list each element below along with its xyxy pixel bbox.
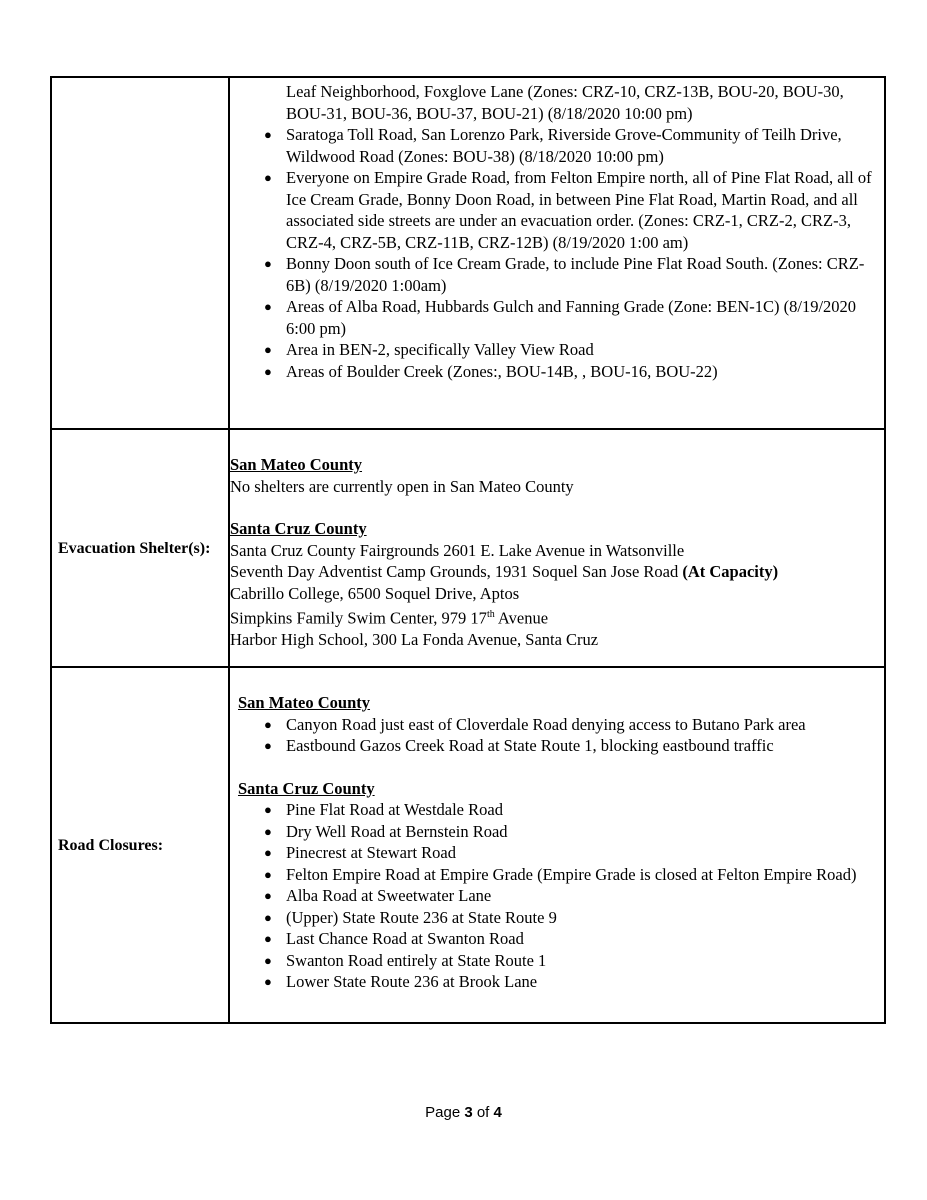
list-item: ● Last Chance Road at Swanton Road bbox=[264, 929, 524, 948]
capacity-note: (At Capacity) bbox=[682, 562, 779, 581]
san-mateo-shelter-text: No shelters are currently open in San Mateo County bbox=[230, 476, 574, 496]
san-mateo-closures-heading: San Mateo County bbox=[238, 693, 371, 712]
san-mateo-closures-list bbox=[230, 714, 884, 757]
list-item: ● Alba Road at Sweetwater Lane bbox=[264, 886, 492, 905]
shelter-line: Santa Cruz County Fairgrounds 2601 E. Lake Avenue in Watsonville bbox=[230, 540, 685, 560]
list-item: ● Canyon Road just east of Cloverdale Road denying access to Butano Park area bbox=[264, 714, 806, 734]
bullet-icon: ● bbox=[264, 931, 272, 946]
bullet-icon: ● bbox=[264, 866, 272, 882]
current-page: 3 bbox=[464, 1104, 473, 1121]
list-item: ● Everyone on Empire Grade Road, from Felton Empire north, all of Pine Flat Road, all of Ice Cream Grade, Bonny Doon Road, in between Pine Flat Road, Martin Road, and all associated side streets are under an evacuation order. (Zones: CRZ-1, CRZ-2, CRZ-3, CRZ-4, CRZ-5B, CRZ-11B, CRZ-12B) (8/19/2020 1:00 am) bbox=[264, 168, 872, 252]
road-closure-label: Road Closures: bbox=[51, 667, 229, 1023]
shelter-line: Seventh Day Adventist Camp Grounds, 1931 Soquel San Jose Road (At Capacity) bbox=[230, 562, 779, 581]
list-item: ● Lower State Route 236 at Brook Lane bbox=[264, 972, 538, 991]
shelter-line: Simpkins Family Swim Center, 979 17th Avenue bbox=[230, 608, 549, 628]
list-item: ● Areas of Alba Road, Hubbards Gulch and Fanning Grade (Zone: BEN-1C) (8/19/2020 6:00 pm) bbox=[264, 297, 857, 338]
santa-cruz-closures-heading: Santa Cruz County bbox=[238, 778, 375, 798]
list-item: ● Saratoga Toll Road, San Lorenzo Park, Riverside Grove-Community of Teilh Drive, Wildwood Road (Zones: BOU-38) (8/18/2020 10:00 pm) bbox=[264, 125, 842, 166]
bullet-icon: ● bbox=[264, 974, 272, 989]
road-closure-row bbox=[51, 667, 885, 1023]
evacuation-row bbox=[51, 77, 885, 429]
list-item: ● Area in BEN-2, specifically Valley View Road bbox=[264, 340, 594, 359]
road-closure-content-cell bbox=[229, 667, 885, 1023]
list-item: ● Eastbound Gazos Creek Road at State Route 1, blocking eastbound traffic bbox=[264, 736, 774, 755]
bullet-icon: ● bbox=[264, 299, 272, 314]
bullet-icon: ● bbox=[264, 823, 272, 839]
list-item: ● Swanton Road entirely at State Route 1 bbox=[264, 950, 547, 970]
shelter-line: Harbor High School, 300 La Fonda Avenue, Santa Cruz bbox=[230, 630, 599, 649]
total-pages: 4 bbox=[493, 1104, 502, 1121]
page-footer: Page 3 of 4 bbox=[425, 1104, 502, 1121]
bullet-icon: ● bbox=[264, 256, 272, 271]
bullet-icon: ● bbox=[264, 888, 272, 903]
bullet-icon: ● bbox=[264, 952, 272, 968]
bullet-icon: ● bbox=[264, 127, 272, 142]
list-item: ● Pinecrest at Stewart Road bbox=[264, 843, 456, 862]
info-table bbox=[50, 76, 886, 1024]
evacuation-list bbox=[230, 81, 884, 382]
evacuation-label-cell bbox=[51, 77, 229, 429]
list-item: Leaf Neighborhood, Foxglove Lane (Zones: CRZ-10, CRZ-13B, BOU-20, BOU-30, BOU-31, BOU-36, BOU-37, BOU-21) (8/18/2020 10:00 pm) bbox=[286, 82, 844, 123]
bullet-icon: ● bbox=[264, 342, 272, 357]
bullet-icon: ● bbox=[264, 738, 272, 753]
bullet-icon: ● bbox=[264, 363, 272, 379]
shelter-row bbox=[51, 429, 885, 667]
bullet-icon: ● bbox=[264, 170, 272, 185]
list-item: ● (Upper) State Route 236 at State Route 9 bbox=[264, 907, 557, 927]
list-item: ● Felton Empire Road at Empire Grade (Empire Grade is closed at Felton Empire Road) bbox=[264, 864, 857, 884]
list-item: ● Bonny Doon south of Ice Cream Grade, to include Pine Flat Road South. (Zones: CRZ-6B) (8/19/2020 1:00am) bbox=[264, 254, 865, 295]
evacuation-content-cell bbox=[229, 77, 885, 429]
bullet-icon: ● bbox=[264, 716, 272, 732]
shelter-line: Cabrillo College, 6500 Soquel Drive, Aptos bbox=[230, 583, 520, 603]
shelter-label: Evacuation Shelter(s): bbox=[51, 429, 229, 667]
bullet-icon: ● bbox=[264, 845, 272, 860]
list-item: ● Areas of Boulder Creek (Zones:, BOU-14B, , BOU-16, BOU-22) bbox=[264, 361, 718, 381]
bullet-icon: ● bbox=[264, 909, 272, 925]
san-mateo-shelter-heading: San Mateo County bbox=[230, 455, 363, 474]
bullet-icon: ● bbox=[264, 802, 272, 817]
list-item: ● Pine Flat Road at Westdale Road bbox=[264, 800, 503, 819]
santa-cruz-shelter-heading: Santa Cruz County bbox=[230, 519, 367, 538]
shelter-content-cell bbox=[229, 429, 885, 667]
list-item: ● Dry Well Road at Bernstein Road bbox=[264, 821, 508, 841]
santa-cruz-closures-list bbox=[230, 799, 884, 993]
